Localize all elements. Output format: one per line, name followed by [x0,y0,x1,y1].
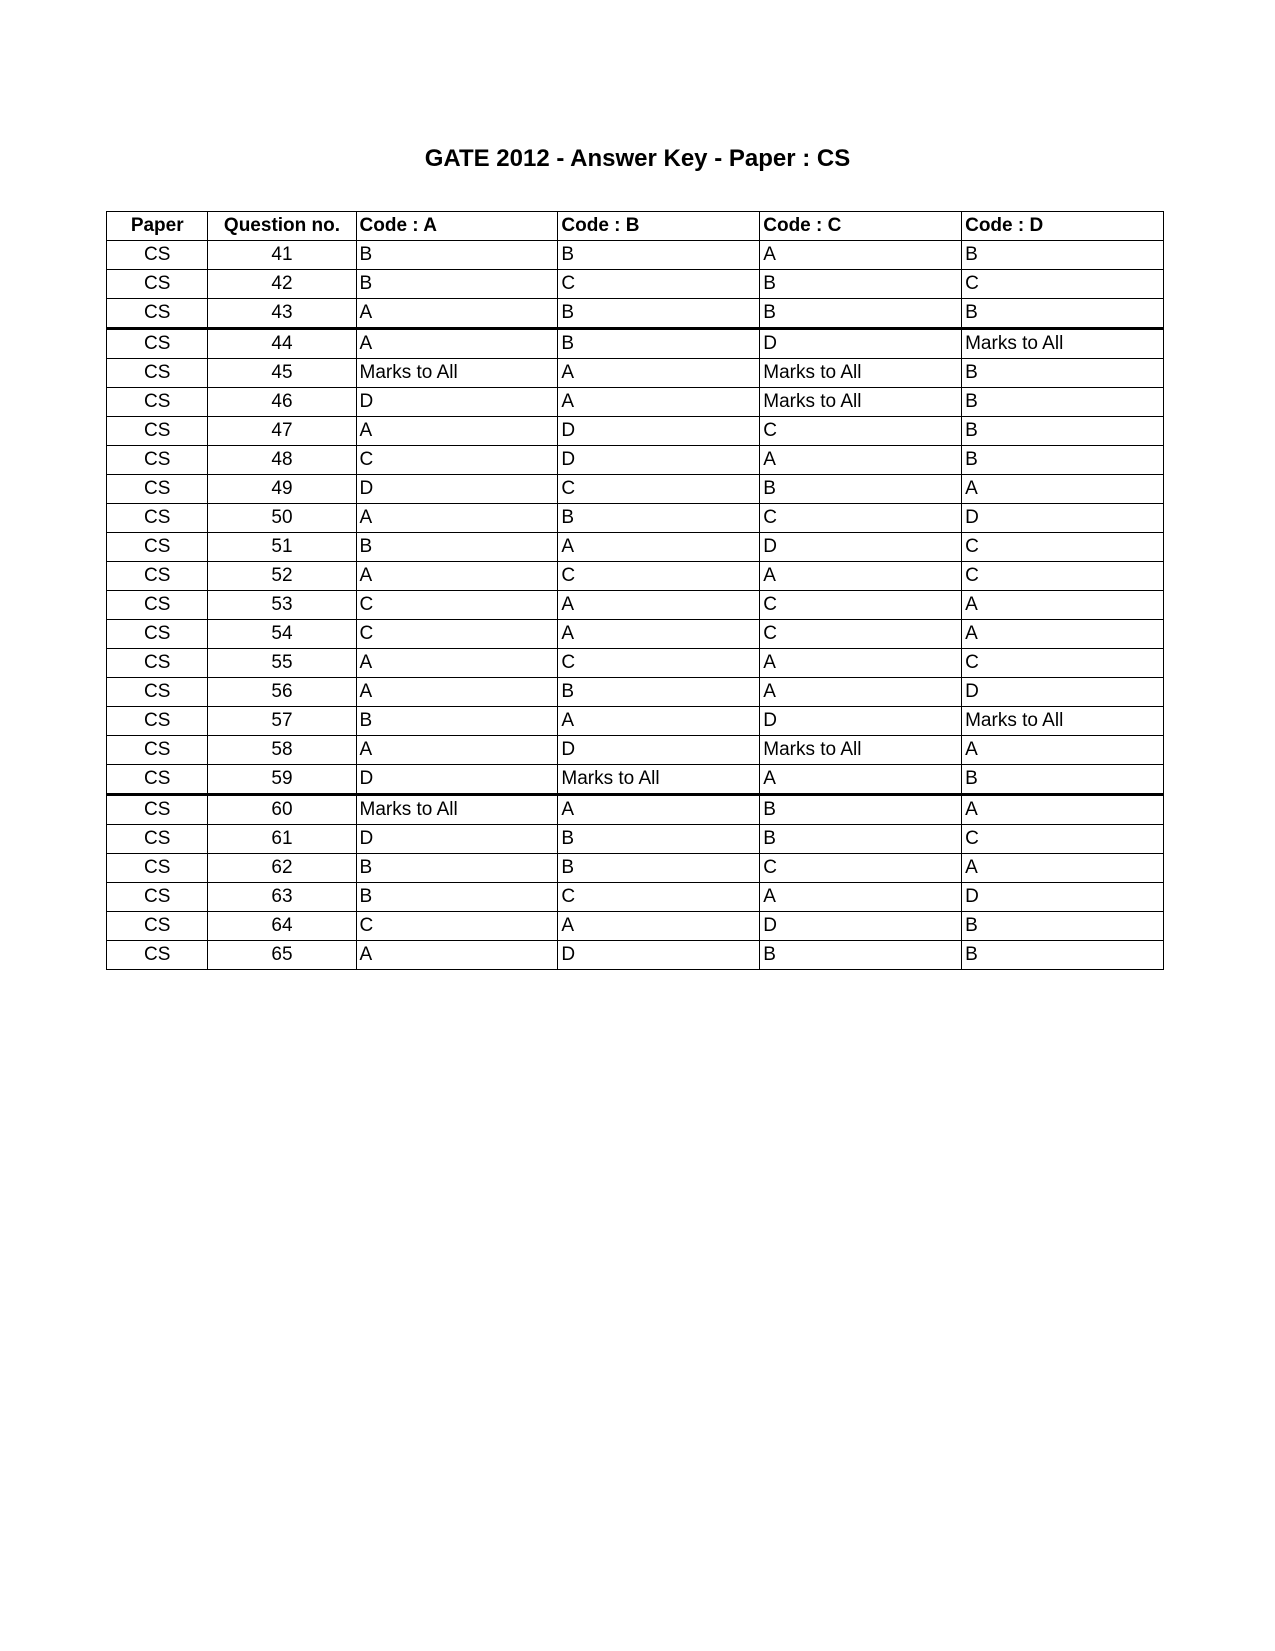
cell-question-no: 63 [208,883,356,912]
cell-code-a: C [356,620,558,649]
cell-code-c: A [760,678,962,707]
cell-code-c: Marks to All [760,359,962,388]
cell-question-no: 52 [208,562,356,591]
cell-code-d: D [962,678,1164,707]
cell-paper: CS [107,591,208,620]
cell-code-c: B [760,299,962,329]
table-row [107,825,1164,854]
table-body [107,241,1164,970]
cell-code-b: B [558,299,760,329]
cell-code-d: B [962,912,1164,941]
answer-key-table [106,211,1164,970]
table-row [107,941,1164,970]
cell-code-a: C [356,912,558,941]
header-question-no: Question no. [208,212,356,241]
table-row [107,299,1164,329]
cell-question-no: 53 [208,591,356,620]
cell-code-a: A [356,736,558,765]
cell-code-d: A [962,854,1164,883]
cell-paper: CS [107,270,208,299]
cell-code-d: C [962,649,1164,678]
cell-code-c: A [760,446,962,475]
cell-question-no: 65 [208,941,356,970]
cell-code-a: Marks to All [356,359,558,388]
cell-paper: CS [107,388,208,417]
cell-question-no: 62 [208,854,356,883]
cell-code-a: C [356,446,558,475]
cell-paper: CS [107,446,208,475]
header-code-c: Code : C [760,212,962,241]
cell-paper: CS [107,299,208,329]
cell-code-b: A [558,533,760,562]
cell-question-no: 41 [208,241,356,270]
table-row [107,533,1164,562]
cell-code-b: A [558,707,760,736]
table-row [107,329,1164,359]
cell-paper: CS [107,678,208,707]
cell-paper: CS [107,620,208,649]
cell-code-c: B [760,795,962,825]
cell-code-b: A [558,620,760,649]
cell-code-c: D [760,329,962,359]
cell-code-c: B [760,270,962,299]
cell-code-d: A [962,591,1164,620]
cell-question-no: 50 [208,504,356,533]
cell-code-a: A [356,417,558,446]
cell-paper: CS [107,854,208,883]
table-row [107,591,1164,620]
cell-code-d: A [962,795,1164,825]
cell-code-d: D [962,504,1164,533]
cell-code-c: A [760,883,962,912]
cell-code-c: C [760,504,962,533]
cell-code-a: A [356,649,558,678]
cell-code-a: B [356,854,558,883]
cell-question-no: 64 [208,912,356,941]
cell-code-d: A [962,475,1164,504]
cell-paper: CS [107,475,208,504]
cell-code-a: A [356,299,558,329]
cell-code-d: B [962,359,1164,388]
cell-code-c: B [760,941,962,970]
cell-paper: CS [107,941,208,970]
cell-paper: CS [107,883,208,912]
cell-code-d: C [962,270,1164,299]
cell-code-d: B [962,417,1164,446]
cell-paper: CS [107,795,208,825]
cell-code-d: D [962,883,1164,912]
table-row [107,504,1164,533]
cell-code-c: A [760,562,962,591]
table-row [107,736,1164,765]
header-code-d: Code : D [962,212,1164,241]
cell-code-b: D [558,941,760,970]
cell-question-no: 43 [208,299,356,329]
table-row [107,854,1164,883]
cell-code-c: B [760,475,962,504]
cell-code-a: A [356,504,558,533]
cell-code-a: Marks to All [356,795,558,825]
cell-code-d: B [962,388,1164,417]
cell-code-b: B [558,678,760,707]
cell-code-b: D [558,417,760,446]
cell-question-no: 48 [208,446,356,475]
cell-question-no: 54 [208,620,356,649]
cell-code-b: C [558,883,760,912]
cell-code-a: C [356,591,558,620]
cell-code-b: B [558,825,760,854]
cell-paper: CS [107,825,208,854]
table-row [107,678,1164,707]
cell-code-d: B [962,241,1164,270]
cell-code-c: B [760,825,962,854]
cell-question-no: 57 [208,707,356,736]
cell-code-a: D [356,475,558,504]
table-row [107,270,1164,299]
cell-code-d: C [962,825,1164,854]
cell-code-d: Marks to All [962,329,1164,359]
cell-code-c: D [760,912,962,941]
cell-question-no: 55 [208,649,356,678]
cell-code-a: B [356,241,558,270]
table-row [107,765,1164,795]
cell-paper: CS [107,765,208,795]
cell-code-a: D [356,825,558,854]
cell-code-d: B [962,299,1164,329]
cell-code-b: A [558,912,760,941]
header-code-a: Code : A [356,212,558,241]
cell-code-d: B [962,765,1164,795]
table-row [107,359,1164,388]
cell-code-d: A [962,736,1164,765]
cell-code-b: A [558,359,760,388]
table-header-row [107,212,1164,241]
cell-paper: CS [107,241,208,270]
cell-code-d: Marks to All [962,707,1164,736]
table-row [107,883,1164,912]
cell-paper: CS [107,417,208,446]
cell-code-a: A [356,562,558,591]
table-row [107,912,1164,941]
cell-code-c: D [760,707,962,736]
cell-code-b: Marks to All [558,765,760,795]
page-title: GATE 2012 - Answer Key - Paper : CS [424,145,851,172]
cell-code-a: D [356,765,558,795]
table-row [107,620,1164,649]
cell-code-b: B [558,241,760,270]
cell-code-d: A [962,620,1164,649]
cell-question-no: 47 [208,417,356,446]
header-code-b: Code : B [558,212,760,241]
cell-code-a: A [356,941,558,970]
cell-code-b: B [558,329,760,359]
cell-question-no: 56 [208,678,356,707]
table-row [107,446,1164,475]
cell-code-c: D [760,533,962,562]
cell-code-b: D [558,446,760,475]
cell-code-c: Marks to All [760,388,962,417]
cell-question-no: 46 [208,388,356,417]
cell-code-b: D [558,736,760,765]
cell-paper: CS [107,359,208,388]
cell-code-d: C [962,533,1164,562]
cell-code-a: B [356,707,558,736]
cell-question-no: 42 [208,270,356,299]
table-row [107,241,1164,270]
cell-code-b: C [558,562,760,591]
cell-code-c: C [760,417,962,446]
header-paper: Paper [107,212,208,241]
cell-code-b: C [558,270,760,299]
table-row [107,417,1164,446]
cell-paper: CS [107,707,208,736]
table-row [107,562,1164,591]
table-row [107,475,1164,504]
cell-question-no: 60 [208,795,356,825]
cell-code-d: C [962,562,1164,591]
cell-code-b: A [558,591,760,620]
cell-code-c: A [760,765,962,795]
cell-paper: CS [107,912,208,941]
cell-code-a: D [356,388,558,417]
table-row [107,388,1164,417]
cell-code-c: C [760,591,962,620]
cell-paper: CS [107,562,208,591]
cell-paper: CS [107,736,208,765]
cell-question-no: 59 [208,765,356,795]
cell-code-c: C [760,854,962,883]
cell-code-c: Marks to All [760,736,962,765]
cell-code-b: C [558,475,760,504]
table-row [107,707,1164,736]
table-row [107,795,1164,825]
cell-code-b: C [558,649,760,678]
cell-code-b: B [558,504,760,533]
cell-code-a: A [356,329,558,359]
cell-code-b: A [558,795,760,825]
cell-question-no: 44 [208,329,356,359]
cell-code-d: B [962,941,1164,970]
table-row [107,649,1164,678]
cell-question-no: 45 [208,359,356,388]
cell-code-a: B [356,883,558,912]
cell-paper: CS [107,649,208,678]
cell-code-a: A [356,678,558,707]
cell-paper: CS [107,329,208,359]
cell-code-a: B [356,533,558,562]
cell-code-c: C [760,620,962,649]
cell-question-no: 49 [208,475,356,504]
cell-paper: CS [107,533,208,562]
cell-code-b: A [558,388,760,417]
cell-paper: CS [107,504,208,533]
cell-question-no: 58 [208,736,356,765]
cell-code-c: A [760,649,962,678]
cell-code-a: B [356,270,558,299]
cell-question-no: 61 [208,825,356,854]
cell-code-c: A [760,241,962,270]
cell-question-no: 51 [208,533,356,562]
cell-code-d: B [962,446,1164,475]
cell-code-b: B [558,854,760,883]
